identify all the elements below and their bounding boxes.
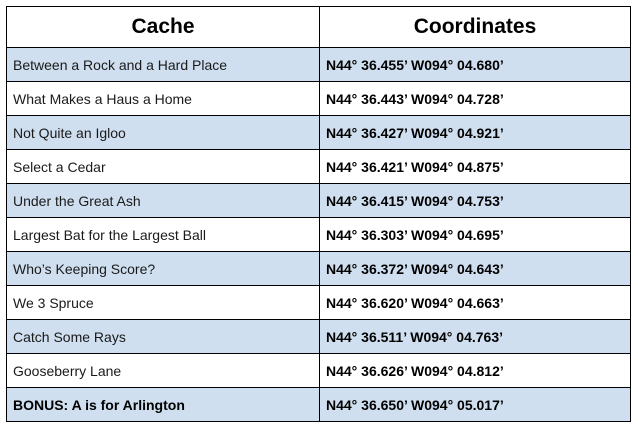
cache-name-cell: Not Quite an Igloo [7, 116, 320, 150]
cache-name-cell: Gooseberry Lane [7, 354, 320, 388]
cache-coordinates-table [6, 6, 631, 422]
cache-name-cell: Under the Great Ash [7, 184, 320, 218]
column-header-cache: Cache [7, 7, 320, 48]
table-row [7, 82, 631, 116]
coordinates-cell: N44° 36.427’ W094° 04.921’ [320, 116, 631, 150]
table-row [7, 252, 631, 286]
column-header-coordinates: Coordinates [320, 7, 631, 48]
table-row [7, 48, 631, 82]
cache-name-cell: Select a Cedar [7, 150, 320, 184]
coordinates-cell: N44° 36.415’ W094° 04.753’ [320, 184, 631, 218]
cache-name-cell: Between a Rock and a Hard Place [7, 48, 320, 82]
table-row [7, 150, 631, 184]
cache-name-cell: We 3 Spruce [7, 286, 320, 320]
coordinates-cell: N44° 36.372’ W094° 04.643’ [320, 252, 631, 286]
table-row [7, 116, 631, 150]
table-header-row [7, 7, 631, 48]
coordinates-cell: N44° 36.626’ W094° 04.812’ [320, 354, 631, 388]
cache-table-container [6, 6, 630, 422]
bonus-coordinates-cell: N44° 36.650’ W094° 05.017’ [320, 388, 631, 422]
coordinates-cell: N44° 36.511’ W094° 04.763’ [320, 320, 631, 354]
cache-name-cell: Largest Bat for the Largest Ball [7, 218, 320, 252]
table-row [7, 184, 631, 218]
cache-name-cell: Who’s Keeping Score? [7, 252, 320, 286]
table-row-bonus [7, 388, 631, 422]
coordinates-cell: N44° 36.421’ W094° 04.875’ [320, 150, 631, 184]
cache-name-cell: Catch Some Rays [7, 320, 320, 354]
coordinates-cell: N44° 36.443’ W094° 04.728’ [320, 82, 631, 116]
table-row [7, 354, 631, 388]
table-row [7, 286, 631, 320]
table-row [7, 218, 631, 252]
bonus-cache-name-cell: BONUS: A is for Arlington [7, 388, 320, 422]
coordinates-cell: N44° 36.303’ W094° 04.695’ [320, 218, 631, 252]
cache-name-cell: What Makes a Haus a Home [7, 82, 320, 116]
table-row [7, 320, 631, 354]
coordinates-cell: N44° 36.455’ W094° 04.680’ [320, 48, 631, 82]
coordinates-cell: N44° 36.620’ W094° 04.663’ [320, 286, 631, 320]
